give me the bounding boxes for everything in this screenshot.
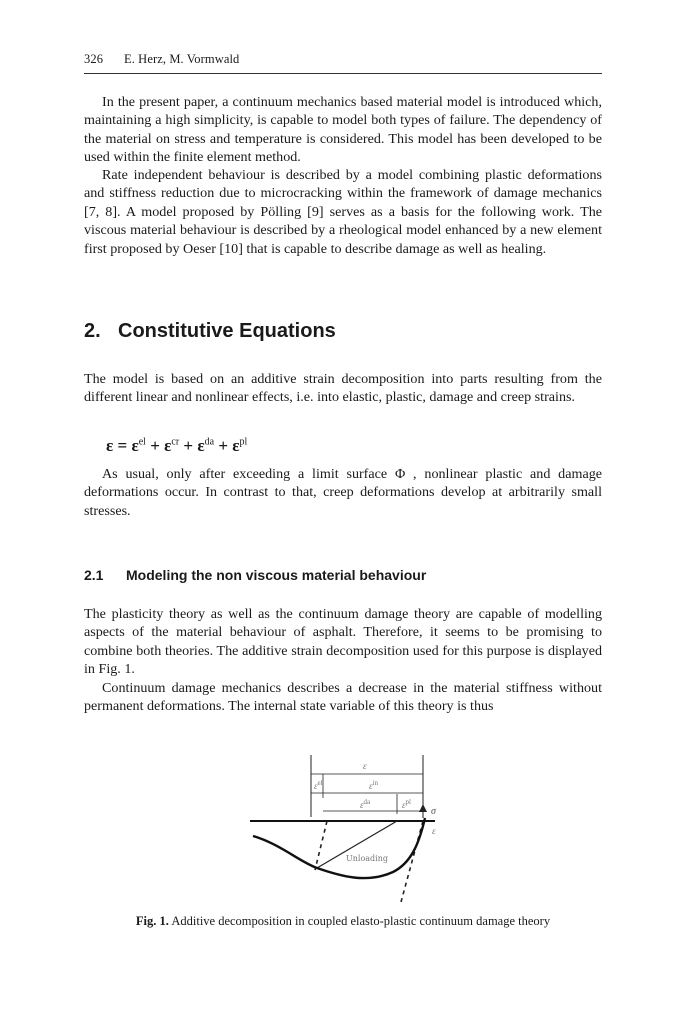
- label-strain-axis: ε: [432, 826, 436, 836]
- section-2-1-paragraph-2: Continuum damage mechanics describes a decrease in the material stiffness without permanent deformations. The internal state variable of this theory is thus: [84, 680, 602, 715]
- authors: E. Herz, M. Vormwald: [124, 52, 240, 66]
- caption-label: Fig. 1.: [135, 914, 169, 928]
- eq-sup-pl: pl: [239, 436, 248, 448]
- stress-strain-curve: [253, 818, 425, 878]
- label-eps-in: $\varepsilon^{in}$: [369, 779, 378, 791]
- subsection-number: 2.1: [84, 567, 104, 583]
- section-number: 2.: [84, 320, 101, 342]
- figure-caption: [84, 914, 602, 929]
- section-title: Constitutive Equations: [118, 320, 336, 342]
- strain-decomposition-diagram: [245, 752, 445, 902]
- section-2-paragraph-2: As usual, only after exceeding a limit surface Φ , nonlinear plastic and damage deformations occur. In contrast to that, creep deformations develop at arbitrarily small stresses.: [84, 466, 602, 519]
- header-rule: [84, 73, 602, 74]
- figure-1: [245, 752, 445, 902]
- eq-plus-3: +: [214, 436, 233, 455]
- section-2-1-paragraph-1: The plasticity theory as well as the continuum damage theory are capable of modelling aspects of the material behaviour of asphalt. Therefore, it seems to be promising to combine both theories. The additive strain decomposition used for this purpose is displayed in Fig. 1.: [84, 606, 602, 678]
- label-eps-el: $\varepsilon^{el}$: [314, 779, 323, 791]
- eq-plus-1: +: [145, 436, 165, 455]
- label-unloading: Unloading: [346, 854, 388, 863]
- intro-paragraph-1: In the present paper, a continuum mechanics based material model is introduced which, maintaining a high simplicity, is capable to model both types of failure. The dependency of the material on stress and temperature is considered. This model has been developed to be used within the finite element method.: [84, 94, 602, 166]
- subsection-title: Modeling the non viscous material behaviour: [126, 567, 427, 583]
- section-heading: [84, 320, 336, 343]
- eq-sup-el: el: [138, 436, 146, 448]
- sigma-axis-arrow: [419, 804, 427, 812]
- eq-plus-2: +: [179, 436, 198, 455]
- subsection-heading: [84, 567, 426, 583]
- eq-lhs: ε: [106, 436, 114, 455]
- caption-text: Additive decomposition in coupled elasto-plastic continuum damage theory: [168, 914, 551, 928]
- section-2-paragraph-1: The model is based on an additive strain decomposition into parts resulting from the different linear and nonlinear effects, i.e. into elastic, plastic, damage and creep strains.: [84, 371, 602, 406]
- label-eps-pl: $\varepsilon^{pl}$: [402, 798, 411, 810]
- eq-sup-da: da: [204, 436, 215, 448]
- page-number: 326: [84, 52, 104, 66]
- eq-eps-da: ε: [197, 436, 205, 455]
- eq-eps-el: ε: [131, 436, 139, 455]
- label-eps-total: ε: [363, 761, 367, 771]
- eq-equals: =: [113, 436, 132, 455]
- running-head: [84, 52, 602, 67]
- eq-eps-pl: ε: [232, 436, 240, 455]
- label-sigma: σ: [431, 806, 436, 817]
- eq-eps-cr: ε: [164, 436, 172, 455]
- intro-paragraph-2: Rate independent behaviour is described by a model combining plastic deformations and stiffness reduction due to microcracking within the framework of damage mechanics [7, 8]. A model proposed by Pölling [9] serves as a basis for the following work. The viscous material behaviour is described by a rheological model enhanced by a new element first proposed by Oeser [10] that is capable to describe damage as well as healing.: [84, 167, 602, 257]
- eq-sup-cr: cr: [171, 436, 180, 448]
- strain-decomposition-equation: [106, 436, 247, 456]
- label-eps-da: $\varepsilon^{da}$: [360, 798, 371, 810]
